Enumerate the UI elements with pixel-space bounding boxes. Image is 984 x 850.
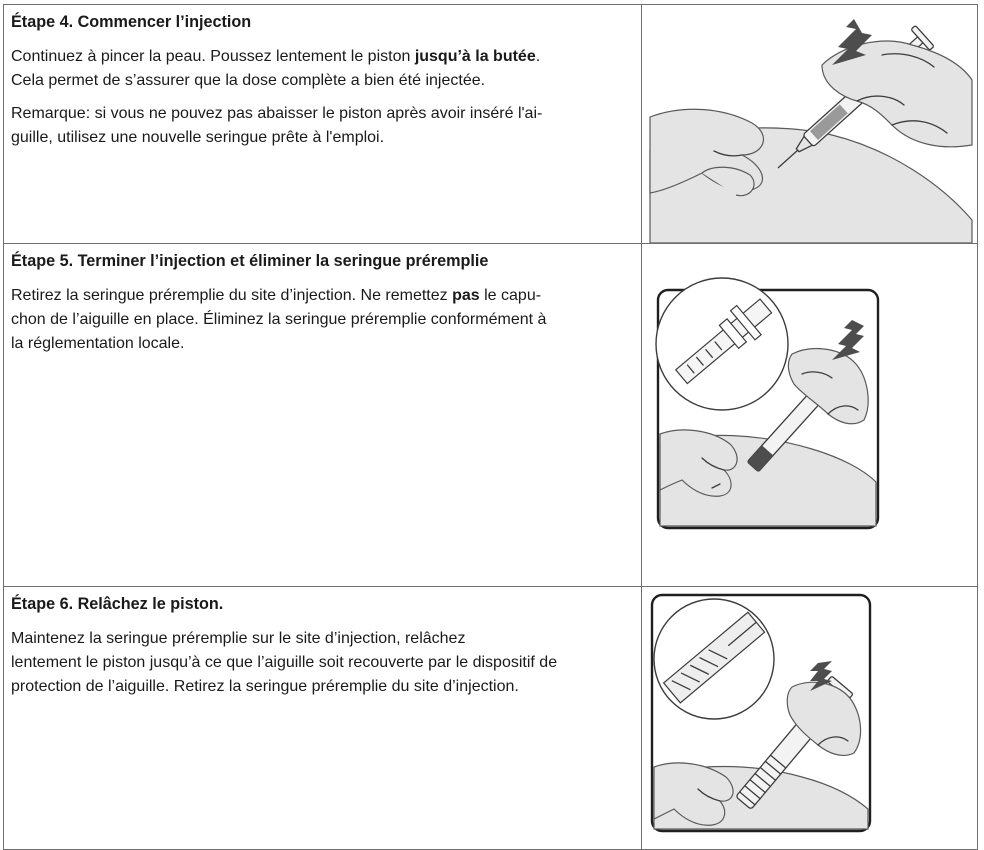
step-4-text-a: Continuez à pincer la peau. Poussez lentement le piston bbox=[11, 48, 415, 65]
syringe-complete-injection-illustration bbox=[642, 244, 977, 586]
step-4-title: Étape 4. Commencer l’injection bbox=[11, 13, 252, 31]
step-4-emphasis: jusqu’à la butée bbox=[414, 48, 536, 65]
instruction-table bbox=[3, 4, 978, 850]
step-5-image-cell bbox=[642, 244, 977, 586]
step-4-line-2: Cela permet de s’assurer que la dose complète a bien été injectée. bbox=[11, 72, 486, 89]
step-4-note-line-1: Remarque: si vous ne pouvez pas abaisser le piston après avoir inséré l'ai- bbox=[11, 105, 543, 122]
step-5-row bbox=[3, 244, 978, 587]
step-6-image-cell bbox=[642, 587, 977, 849]
step-4-text-cell bbox=[4, 5, 642, 243]
step-6-line-1: Maintenez la seringue préremplie sur le site d’injection, relâchez bbox=[11, 630, 466, 647]
step-6-title: Étape 6. Relâchez le piston. bbox=[11, 595, 224, 613]
step-4-paragraph-2 bbox=[11, 102, 634, 150]
step-5-text-b: le capu- bbox=[479, 287, 542, 304]
step-6-text-cell bbox=[4, 587, 642, 849]
step-4-text-b: . bbox=[535, 48, 541, 65]
syringe-release-plunger-illustration bbox=[642, 587, 977, 849]
step-5-paragraph bbox=[11, 284, 634, 356]
step-6-row bbox=[3, 587, 978, 850]
step-5-text-cell bbox=[4, 244, 642, 586]
step-5-line-3: la réglementation locale. bbox=[11, 335, 185, 352]
step-5-title: Étape 5. Terminer l’injection et éliminer la seringue préremplie bbox=[11, 252, 489, 270]
step-4-row bbox=[3, 4, 978, 244]
step-4-note-line-2: guille, utilisez une nouvelle seringue prête à l'emploi. bbox=[11, 129, 385, 146]
step-4-line-1 bbox=[11, 45, 634, 69]
step-5-emphasis: pas bbox=[452, 287, 480, 304]
step-6-line-3: protection de l’aiguille. Retirez la seringue préremplie du site d’injection. bbox=[11, 678, 519, 695]
step-4-paragraph-1 bbox=[11, 45, 634, 93]
step-5-line-1 bbox=[11, 284, 634, 308]
step-6-paragraph bbox=[11, 627, 634, 699]
step-6-line-2: lentement le piston jusqu’à ce que l’aiguille soit recouverte par le dispositif de bbox=[11, 654, 558, 671]
step-5-line-2: chon de l’aiguille en place. Éliminez la seringue préremplie conformément à bbox=[11, 311, 547, 328]
step-5-text-a: Retirez la seringue préremplie du site d’injection. Ne remettez bbox=[11, 287, 453, 304]
syringe-plunger-push-illustration bbox=[642, 5, 977, 243]
step-4-image-cell bbox=[642, 5, 977, 243]
